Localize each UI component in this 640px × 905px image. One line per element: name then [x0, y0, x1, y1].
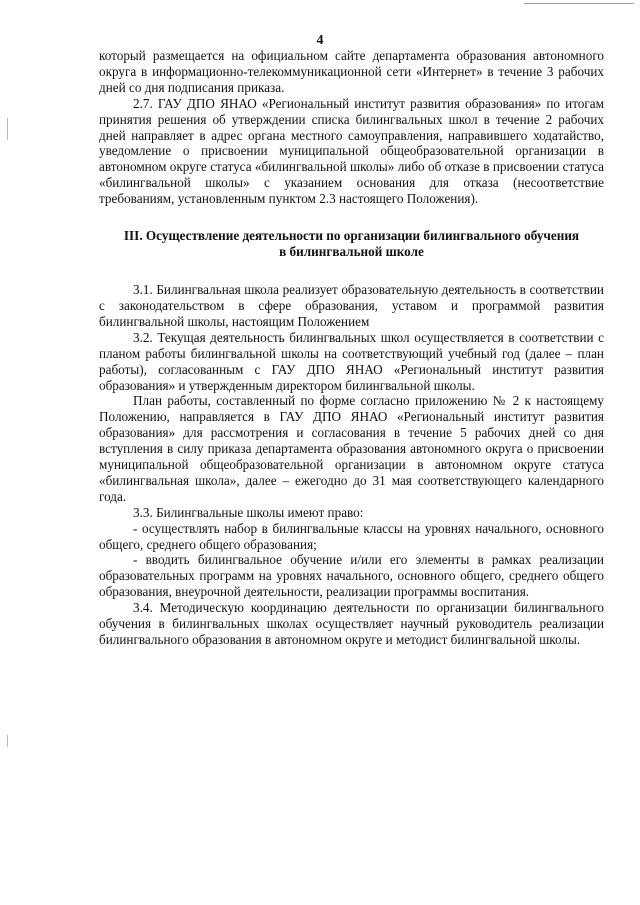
paragraph-work-plan: План работы, составленный по форме согласно приложению № 2 к настоящему Положению, направляется в ГАУ ДПО ЯНАО «Региональный институт развития образования» для рассмотрения и согласования в течение 5 рабочих дней со дня вступления в силу приказа департамента образования автономного округа о присвоении муниципальной общеобразовательной организации в автономном округе статуса «билингвальная школа», далее – ежегодно до 31 мая соответствующего календарного года.	[99, 393, 604, 504]
paragraph-3-3: 3.3. Билингвальные школы имеют право:	[133, 504, 364, 520]
paragraph-continuation: который размещается на официальном сайте департамента образования автономного округа в информационно-телекоммуникационной сети «Интернет» в течение 3 рабочих дней со дня подписания приказа.	[99, 48, 604, 95]
scan-artifact-mark	[7, 118, 8, 140]
paragraph-2-7: 2.7. ГАУ ДПО ЯНАО «Региональный институт развития образования» по итогам принятия решения об утверждении списка билингвальных школ в течение 2 рабочих дней направляет в адрес органа местного самоуправления, направившего ходатайство, уведомление о присвоении муниципальной общеобразовательной организации в автономном округе статуса «билингвальной школы» либо об отказе в присвоении статуса «билингвальной школы» с указанием основания для отказа (несоответствие требованиям, установленным пунктом 2.3 настоящего Положения).	[99, 95, 604, 207]
paragraph-3-4: 3.4. Методическую координацию деятельности по организации билингвального обучения в билингвальных школах осуществляет научный руководитель реализации билингвального образования в автономном округе и методист билингвальной школы.	[99, 600, 604, 647]
top-edge-line	[524, 3, 634, 4]
scan-artifact-mark	[7, 735, 8, 747]
section-heading: III. Осуществление деятельности по организации билингвального обучения в билингвальной школе	[123, 228, 580, 260]
document-body	[99, 48, 604, 648]
page-number: 4	[316, 33, 324, 48]
list-item-bilingual-education: - вводить билингвальное обучение и/или его элементы в рамках реализации образовательных программ на уровнях начального, основного общего, среднего общего образования, внеурочной деятельности, реализации программы воспитания.	[99, 552, 604, 600]
list-item-enrollment: - осуществлять набор в билингвальные классы на уровнях начального, основного общего, среднего общего образования;	[99, 520, 604, 552]
paragraph-3-1: 3.1. Билингвальная школа реализует образовательную деятельность в соответствии с законодательством в сфере образования, уставом и программой развития билингвальной школы, настоящим Положением	[99, 282, 604, 329]
paragraph-3-2: 3.2. Текущая деятельность билингвальных школ осуществляется в соответствии с планом работы билингвальной школы на соответствующий учебный год (далее – план работы), согласованным с ГАУ ДПО ЯНАО «Региональный институт развития образования» и утвержденным директором билингвальной школы.	[99, 329, 604, 393]
